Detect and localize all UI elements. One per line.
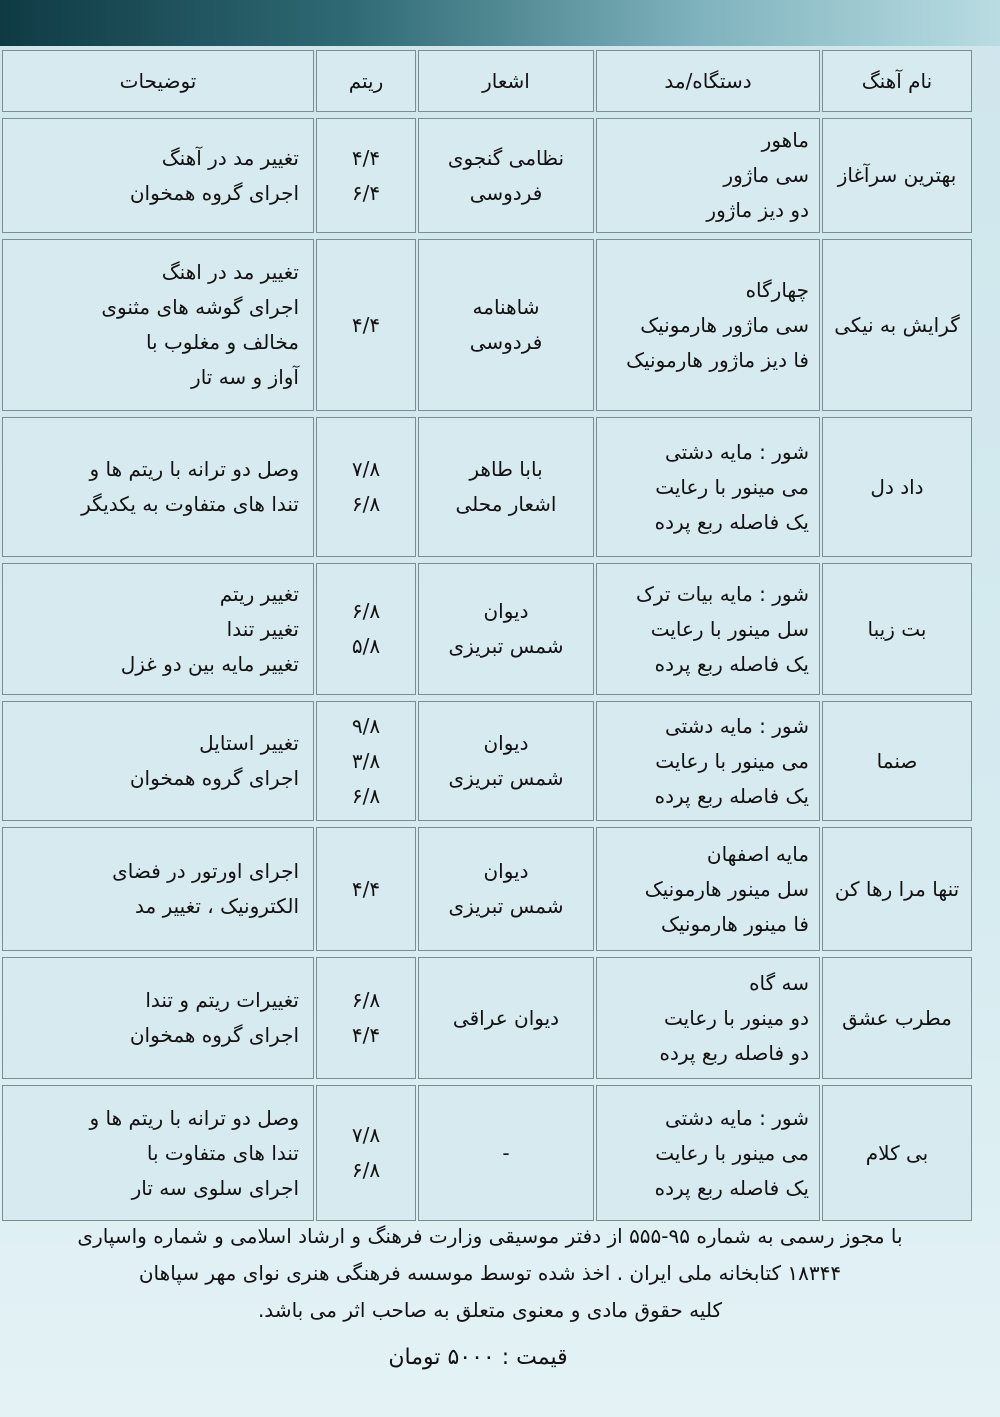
- cell-dastgah: [596, 701, 820, 821]
- cell-song-name: [822, 239, 972, 411]
- cell-ashar-line: شمس تبریزی: [448, 766, 564, 790]
- cell-description-line: اجرای گوشه های مثنوی: [101, 295, 299, 319]
- cell-dastgah: [596, 957, 820, 1079]
- cell-dastgah-line: فا دیز ماژور هارمونیک: [626, 347, 809, 372]
- cell-rhythm: [316, 239, 416, 411]
- cell-ashar: [418, 1085, 594, 1221]
- cell-ashar-line: شمس تبریزی: [448, 894, 564, 918]
- cell-ashar-line: دیوان: [483, 599, 529, 623]
- cell-rhythm-line: ۷/۸: [351, 457, 381, 481]
- cell-description-line: تغییر مایه بین دو غزل: [120, 651, 299, 676]
- cell-rhythm-line: ۴/۴: [351, 1023, 381, 1047]
- cell-rhythm-line: ۶/۴: [351, 180, 381, 205]
- cell-song-name-line: مطرب عشق: [842, 1005, 952, 1030]
- table-row: [2, 827, 972, 951]
- songs-table: [0, 44, 974, 1227]
- cell-ashar-line: اشعار محلی: [455, 492, 557, 516]
- table-row: [2, 563, 972, 695]
- cell-song-name: [822, 118, 972, 233]
- cell-rhythm-line: ۵/۸: [351, 634, 381, 658]
- cell-rhythm-line: ۴/۴: [351, 312, 381, 337]
- cell-dastgah-line: سل مینور هارمونیک: [644, 876, 809, 901]
- cell-rhythm: [316, 1085, 416, 1221]
- cell-rhythm: [316, 957, 416, 1079]
- cell-ashar: [418, 701, 594, 821]
- cell-dastgah-line: فا مینور هارمونیک: [661, 911, 809, 936]
- table-row: [2, 701, 972, 821]
- cell-song-name-line: بهترین سرآغاز: [837, 163, 957, 187]
- cell-description-line: اجرای گروه همخوان: [129, 766, 299, 790]
- cell-dastgah-line: سی ماژور هارمونیک: [640, 312, 809, 337]
- cell-ashar-line: بابا طاهر: [469, 457, 543, 481]
- cell-dastgah-line: دو دیز ماژور: [706, 198, 809, 222]
- cell-description-line: تغییر مد در آهنگ: [161, 145, 299, 170]
- cell-song-name: [822, 957, 972, 1079]
- cell-rhythm-line: ۳/۸: [351, 748, 381, 773]
- cell-dastgah-line: ماهور: [761, 128, 809, 152]
- cell-ashar-line: دیوان: [483, 731, 529, 755]
- cell-rhythm-line: ۴/۴: [351, 145, 381, 170]
- cell-song-name: [822, 827, 972, 951]
- cell-dastgah-line: شور : مایه دشتی: [664, 713, 809, 738]
- cell-rhythm-line: ۶/۸: [351, 988, 381, 1012]
- cell-description-line: تغییرات ریتم و تندا: [145, 988, 299, 1012]
- cell-dastgah: [596, 239, 820, 411]
- cell-dastgah-line: می مینور با رعایت: [655, 748, 809, 773]
- cell-dastgah: [596, 417, 820, 557]
- cell-description-line: تندا های متفاوت به یکدیگر: [81, 492, 299, 516]
- songs-table-container: [0, 44, 974, 1227]
- cell-description: [2, 701, 314, 821]
- cell-rhythm: [316, 701, 416, 821]
- cell-dastgah-line: سه گاه: [749, 970, 809, 995]
- top-gradient-band: [0, 0, 1000, 46]
- cell-ashar-line: دیوان: [483, 859, 529, 883]
- cell-dastgah-line: یک فاصله ربع پرده: [654, 509, 809, 534]
- cell-ashar: [418, 563, 594, 695]
- header-ashar: اشعار: [418, 50, 594, 112]
- cell-dastgah-line: مایه اصفهان: [706, 841, 809, 866]
- table-row: [2, 1085, 972, 1221]
- table-row: [2, 118, 972, 233]
- cell-description: [2, 417, 314, 557]
- cell-description-line: وصل دو ترانه با ریتم ها و: [89, 1105, 299, 1130]
- cell-ashar-line: شاهنامه: [472, 295, 540, 319]
- cell-dastgah: [596, 563, 820, 695]
- cell-song-name: [822, 563, 972, 695]
- cell-song-name-line: بی کلام: [865, 1140, 929, 1165]
- cell-dastgah-line: سل مینور با رعایت: [650, 616, 809, 641]
- cell-ashar: [418, 957, 594, 1079]
- cell-rhythm: [316, 563, 416, 695]
- header-rhythm: ریتم: [316, 50, 416, 112]
- cell-dastgah-line: یک فاصله ربع پرده: [654, 783, 809, 808]
- cell-song-name: [822, 701, 972, 821]
- cell-ashar: [418, 827, 594, 951]
- table-header-row: [2, 50, 972, 112]
- cell-dastgah-line: یک فاصله ربع پرده: [654, 1175, 809, 1200]
- table-row: [2, 957, 972, 1079]
- cell-dastgah-line: دو فاصله ربع پرده: [659, 1040, 809, 1065]
- cell-description-line: اجرای گروه همخوان: [129, 180, 299, 205]
- cell-dastgah-line: چهارگاه: [745, 277, 809, 302]
- cell-rhythm: [316, 417, 416, 557]
- cell-ashar-line: نظامی گنجوی: [447, 145, 565, 170]
- header-description: توضیحات: [2, 50, 314, 112]
- cell-song-name-line: داد دل: [870, 474, 924, 499]
- table-row: [2, 417, 972, 557]
- cell-description-line: تغییر تندا: [226, 616, 299, 641]
- cell-description-line: آواز و سه تار: [191, 365, 299, 389]
- cell-song-name-line: گرایش به نیکی: [834, 312, 960, 337]
- price-label: قیمت : ۵۰۰۰ تومان: [388, 1345, 568, 1370]
- header-song-name: نام آهنگ: [822, 50, 972, 112]
- cell-description: [2, 239, 314, 411]
- cell-rhythm-line: ۹/۸: [351, 713, 381, 738]
- cell-dastgah: [596, 827, 820, 951]
- license-line-1: با مجوز رسمی به شماره ۹۵-۵۵۵ از دفتر موسیقی وزارت فرهنگ و ارشاد اسلامی و شماره واسپاری: [77, 1224, 903, 1248]
- license-footer: [10, 1218, 970, 1329]
- cell-ashar: [418, 118, 594, 233]
- cell-ashar-line: دیوان عراقی: [452, 1005, 560, 1030]
- cell-dastgah-line: می مینور با رعایت: [655, 474, 809, 499]
- cell-dastgah-line: سی ماژور: [723, 163, 809, 187]
- cell-rhythm-line: ۶/۸: [351, 1158, 381, 1182]
- cell-dastgah-line: یک فاصله ربع پرده: [654, 651, 809, 676]
- cell-rhythm-line: ۴/۴: [351, 876, 381, 901]
- cell-rhythm-line: ۶/۸: [351, 783, 381, 808]
- cell-dastgah-line: شور : مایه دشتی: [664, 439, 809, 464]
- table-row: [2, 239, 972, 411]
- cell-description-line: تغییر استایل: [199, 731, 299, 755]
- cell-song-name: [822, 417, 972, 557]
- cell-dastgah: [596, 118, 820, 233]
- cell-rhythm-line: ۷/۸: [351, 1123, 381, 1147]
- cell-song-name: [822, 1085, 972, 1221]
- license-line-3: کلیه حقوق مادی و معنوی متعلق به صاحب اثر می باشد.: [257, 1298, 723, 1322]
- cell-description-line: تندا های متفاوت با: [146, 1140, 299, 1165]
- cell-ashar-line: فردوسی: [469, 180, 543, 205]
- cell-description: [2, 563, 314, 695]
- cell-dastgah-line: دو مینور با رعایت: [664, 1005, 809, 1030]
- cell-song-name-line: صنما: [876, 748, 918, 773]
- cell-ashar-line: -: [502, 1140, 510, 1165]
- cell-rhythm: [316, 827, 416, 951]
- cell-ashar-line: شمس تبریزی: [448, 634, 564, 658]
- cell-description-line: وصل دو ترانه با ریتم ها و: [89, 457, 299, 481]
- cell-description-line: اجرای اورتور در فضای: [112, 859, 299, 883]
- cell-description-line: مخالف و مغلوب با: [145, 330, 299, 354]
- cell-ashar: [418, 239, 594, 411]
- cell-dastgah-line: شور : مایه دشتی: [664, 1105, 809, 1130]
- cell-rhythm: [316, 118, 416, 233]
- license-line-2: ۱۸۳۴۴ کتابخانه ملی ایران . اخذ شده توسط موسسه فرهنگی هنری نوای مهر سپاهان: [138, 1261, 842, 1285]
- cell-dastgah: [596, 1085, 820, 1221]
- cell-description-line: تغییر مد در اهنگ: [161, 260, 299, 284]
- cell-description: [2, 957, 314, 1079]
- cell-description-line: اجرای سلوی سه تار: [131, 1175, 299, 1200]
- cell-description: [2, 827, 314, 951]
- cell-song-name-line: بت زیبا: [867, 616, 927, 641]
- cell-rhythm-line: ۶/۸: [351, 599, 381, 623]
- cell-dastgah-line: شور : مایه بیات ترک: [635, 581, 809, 606]
- cell-description-line: تغییر ریتم: [219, 581, 299, 606]
- cell-description: [2, 1085, 314, 1221]
- header-dastgah: دستگاه/مد: [596, 50, 820, 112]
- cell-ashar: [418, 417, 594, 557]
- cell-ashar-line: فردوسی: [469, 330, 543, 354]
- cell-rhythm-line: ۶/۸: [351, 492, 381, 516]
- cell-song-name-line: تنها مرا رها کن: [834, 876, 960, 901]
- cell-description: [2, 118, 314, 233]
- cell-description-line: الکترونیک ، تغییر مد: [135, 894, 299, 918]
- cell-description-line: اجرای گروه همخوان: [129, 1023, 299, 1047]
- cell-dastgah-line: می مینور با رعایت: [655, 1140, 809, 1165]
